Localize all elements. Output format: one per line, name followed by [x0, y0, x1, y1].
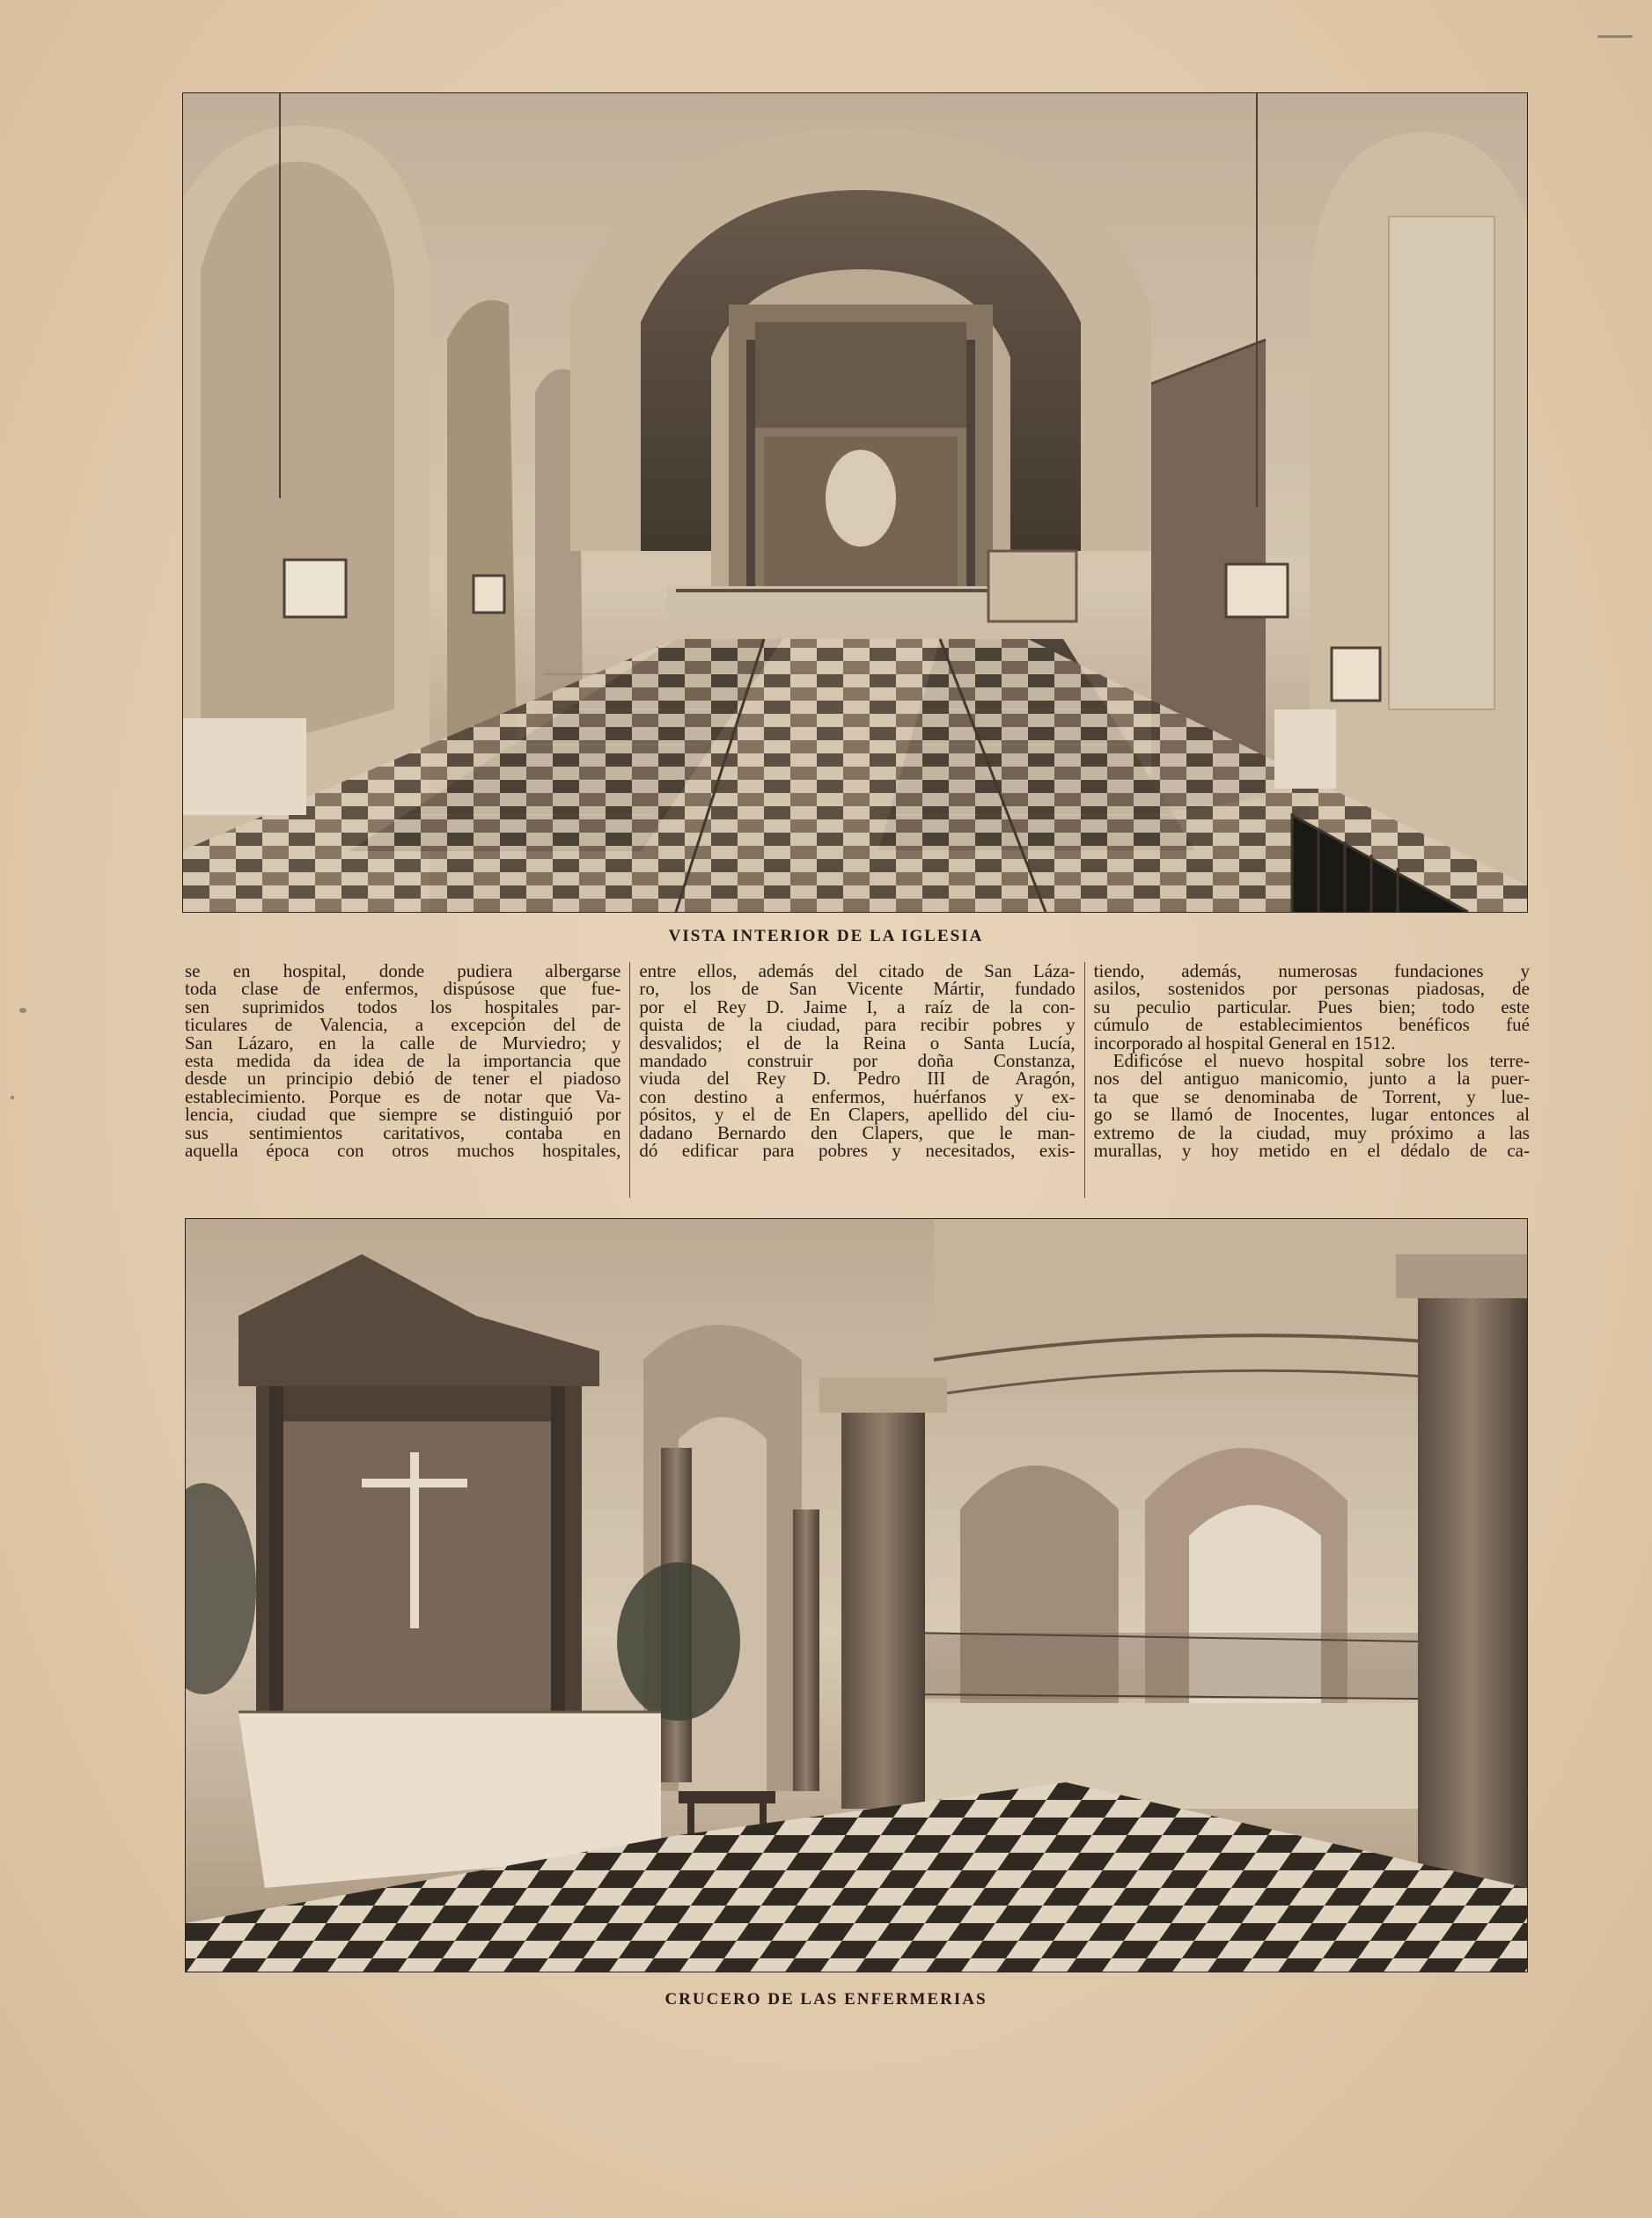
text-line: Edificóse el nuevo hospital sobre los terre-: [1112, 1050, 1530, 1072]
caption-church-interior: VISTA INTERIOR DE LA IGLESIA: [668, 927, 984, 945]
article-text: [185, 962, 1530, 1198]
text-line: toda clase de enfermos, dispúsose que fue-: [185, 978, 621, 1000]
text-line: pósitos, y el de En Clapers, apellido del ciu-: [639, 1104, 1076, 1126]
text-line: nos del antiguo manicomio, junto a la puer-: [1093, 1068, 1530, 1090]
text-line: se en hospital, donde pudiera albergarse: [185, 960, 621, 981]
text-line: mandado construir por doña Constanza,: [639, 1050, 1076, 1072]
text-line: asilos, sostenidos por personas piadosas, de: [1093, 978, 1530, 1000]
text-line: lencia, ciudad que siempre se distinguió por: [185, 1104, 621, 1126]
text-line: con destino a enfermos, huérfanos y ex-: [639, 1085, 1076, 1107]
text-line: establecimiento. Porque es de notar que Va-: [185, 1085, 621, 1107]
infirmary-crossing-illustration: [186, 1219, 1527, 1972]
caption-infirmary-crossing: CRUCERO DE LAS ENFERMERIAS: [664, 1990, 988, 2009]
text-line: dadano Bernardo den Clapers, que le man-: [639, 1121, 1076, 1143]
text-line: incorporado al hospital General en 1512.: [1093, 1032, 1396, 1054]
text-line: ro, los de San Vicente Mártir, fundado: [639, 978, 1076, 1000]
text-line: aquella época con otros muchos hospitales,: [185, 1140, 621, 1162]
text-line: sen suprimidos todos los hospitales par-: [185, 995, 621, 1017]
text-line: go se llamó de Inocentes, lugar entonces al: [1093, 1104, 1530, 1126]
text-line: desde un principio debió de tener el piadoso: [185, 1068, 621, 1090]
text-line: dó edificar para pobres y necesitados, exis-: [639, 1140, 1076, 1162]
text-column-2: [629, 962, 1083, 1198]
text-line: extremo de la ciudad, muy próximo a las: [1093, 1121, 1530, 1143]
text-line: viuda del Rey D. Pedro III de Aragón,: [639, 1068, 1076, 1090]
text-line: por el Rey D. Jaime I, a raíz de la con-: [639, 995, 1076, 1017]
text-column-3: [1084, 962, 1530, 1198]
text-line: murallas, y hoy metido en el dédalo de ca-: [1093, 1140, 1530, 1162]
church-interior-illustration: [183, 93, 1527, 912]
church-interior-photo: [183, 93, 1527, 912]
text-line: sus sentimientos caritativos, contaba en: [185, 1121, 621, 1143]
paper-mark: [19, 1008, 26, 1013]
text-line: cúmulo de establecimientos benéficos fué: [1093, 1014, 1530, 1036]
text-line: ticulares de Valencia, a excepción del de: [185, 1014, 621, 1036]
text-line: tiendo, además, numerosas fundaciones y: [1093, 960, 1530, 981]
paper-mark: [1597, 35, 1633, 38]
text-column-1: [185, 962, 629, 1198]
text-line: ta que se denominaba de Torrent, y lue-: [1093, 1085, 1530, 1107]
paper-mark: [11, 1096, 14, 1099]
text-line: desvalidos; el de la Reina o Santa Lucía,: [639, 1032, 1076, 1054]
text-line: quista de la ciudad, para recibir pobres y: [639, 1014, 1076, 1036]
text-line: San Lázaro, en la calle de Murviedro; y: [185, 1032, 621, 1054]
text-line: esta medida da idea de la importancia que: [185, 1050, 621, 1072]
text-line: su peculio particular. Pues bien; todo este: [1093, 995, 1530, 1017]
text-line: entre ellos, además del citado de San Láza-: [639, 960, 1076, 981]
infirmary-crossing-photo: [186, 1219, 1527, 1972]
